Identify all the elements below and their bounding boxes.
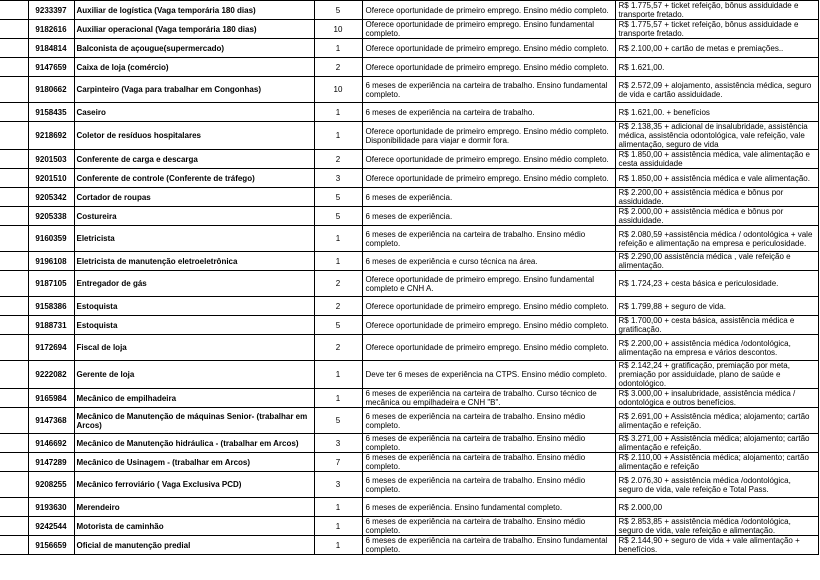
job-title-cell: Eletricista de manutenção eletroeletrônica	[74, 252, 314, 271]
row-blank-cell	[0, 226, 28, 252]
requirements-cell: Oferece oportunidade de primeiro emprego. Ensino médio completo.	[362, 58, 615, 77]
requirements-cell: Oferece oportunidade de primeiro emprego. Ensino médio completo.	[362, 297, 615, 316]
job-title-cell: Cortador de roupas	[74, 188, 314, 207]
job-code-cell: 9196108	[28, 252, 74, 271]
table-row	[0, 517, 818, 536]
job-title-cell: Costureira	[74, 207, 314, 226]
requirements-cell: 6 meses de experiência.	[362, 188, 615, 207]
salary-benefits-cell: R$ 2.200,00 + assistência médica e bônus por assiduidade.	[615, 188, 818, 207]
job-title-cell: Merendeiro	[74, 498, 314, 517]
job-code-cell: 9188731	[28, 316, 74, 335]
job-title-cell: Caixa de loja (comércio)	[74, 58, 314, 77]
requirements-cell: Oferece oportunidade de primeiro emprego. Ensino médio completo.	[362, 150, 615, 169]
job-title-cell: Mecânico de Manutenção de máquinas Senior- (trabalhar em Arcos)	[74, 408, 314, 434]
job-code-cell: 9158386	[28, 297, 74, 316]
vacancies-cell: 1	[314, 389, 362, 408]
vacancies-cell: 1	[314, 103, 362, 122]
row-blank-cell	[0, 316, 28, 335]
row-blank-cell	[0, 271, 28, 297]
row-blank-cell	[0, 408, 28, 434]
salary-benefits-cell: R$ 1.724,23 + cesta básica e periculosidade.	[615, 271, 818, 297]
table-row	[0, 1, 818, 20]
vacancies-cell: 5	[314, 188, 362, 207]
job-title-cell: Caseiro	[74, 103, 314, 122]
salary-benefits-cell: R$ 2.142,24 + gratificação, premiação por meta, premiação por assiduidade, plano de saúde e odontológico.	[615, 361, 818, 389]
vacancies-cell: 5	[314, 316, 362, 335]
salary-benefits-cell: R$ 3.271,00 + Assistência médica; alojamento; cartão alimentação e refeição.	[615, 434, 818, 453]
table-row	[0, 316, 818, 335]
job-title-cell: Conferente de controle (Conferente de tráfego)	[74, 169, 314, 188]
vacancies-cell: 2	[314, 58, 362, 77]
table-row	[0, 453, 818, 472]
row-blank-cell	[0, 453, 28, 472]
salary-benefits-cell: R$ 2.691,00 + Assistência médica; alojamento; cartão alimentação e refeição.	[615, 408, 818, 434]
row-blank-cell	[0, 207, 28, 226]
job-code-cell: 9208255	[28, 472, 74, 498]
salary-benefits-cell: R$ 2.076,30 + assistência médica /odontológica, seguro de vida, vale refeição e Total Pass.	[615, 472, 818, 498]
table-row	[0, 252, 818, 271]
salary-benefits-cell: R$ 2.853,85 + assistência médica /odontológica, seguro de vida, vale refeição e alimentação.	[615, 517, 818, 536]
job-code-cell: 9182616	[28, 20, 74, 39]
table-row	[0, 472, 818, 498]
job-title-cell: Balconista de açougue(supermercado)	[74, 39, 314, 58]
salary-benefits-cell: R$ 1.850,00 + assistência médica, vale alimentação e cesta assiduidade	[615, 150, 818, 169]
table-row	[0, 122, 818, 150]
requirements-cell: 6 meses de experiência na carteira de trabalho. Ensino médio completo.	[362, 434, 615, 453]
table-row	[0, 39, 818, 58]
job-title-cell: Estoquista	[74, 297, 314, 316]
row-blank-cell	[0, 39, 28, 58]
requirements-cell: 6 meses de experiência na carteira de trabalho. Curso técnico de mecânica ou empilhadeira e CNH "B".	[362, 389, 615, 408]
vacancies-cell: 2	[314, 297, 362, 316]
row-blank-cell	[0, 1, 28, 20]
job-code-cell: 9201503	[28, 150, 74, 169]
requirements-cell: 6 meses de experiência na carteira de trabalho. Ensino médio completo.	[362, 408, 615, 434]
job-title-cell: Mecânico de Usinagem - (trabalhar em Arcos)	[74, 453, 314, 472]
job-title-cell: Mecânico de empilhadeira	[74, 389, 314, 408]
salary-benefits-cell: R$ 1.621,00. + benefícios	[615, 103, 818, 122]
requirements-cell: Deve ter 6 meses de experiência na CTPS. Ensino médio completo.	[362, 361, 615, 389]
salary-benefits-cell: R$ 3.000,00 + insalubridade, assistência médica / odontológica e outros benefícios.	[615, 389, 818, 408]
job-code-cell: 9187105	[28, 271, 74, 297]
vacancies-cell: 5	[314, 408, 362, 434]
vacancies-cell: 10	[314, 20, 362, 39]
job-title-cell: Mecânico de Manutenção hidráulica - (trabalhar em Arcos)	[74, 434, 314, 453]
salary-benefits-cell: R$ 1.775,57 + ticket refeição, bônus assiduidade e transporte fretado.	[615, 20, 818, 39]
job-title-cell: Entregador de gás	[74, 271, 314, 297]
table-row	[0, 408, 818, 434]
requirements-cell: Oferece oportunidade de primeiro emprego. Ensino médio completo.	[362, 1, 615, 20]
row-blank-cell	[0, 20, 28, 39]
salary-benefits-cell: R$ 2.000,00	[615, 498, 818, 517]
vacancies-cell: 2	[314, 150, 362, 169]
row-blank-cell	[0, 188, 28, 207]
vacancies-cell: 2	[314, 271, 362, 297]
vacancies-cell: 3	[314, 169, 362, 188]
job-code-cell: 9165984	[28, 389, 74, 408]
salary-benefits-cell: R$ 2.100,00 + cartão de metas e premiações..	[615, 39, 818, 58]
vacancies-cell: 1	[314, 361, 362, 389]
vacancies-cell: 1	[314, 122, 362, 150]
job-code-cell: 9147368	[28, 408, 74, 434]
requirements-cell: Oferece oportunidade de primeiro emprego. Ensino médio completo.	[362, 39, 615, 58]
table-row	[0, 150, 818, 169]
vacancies-cell: 10	[314, 77, 362, 103]
row-blank-cell	[0, 472, 28, 498]
job-code-cell: 9160359	[28, 226, 74, 252]
salary-benefits-cell: R$ 2.080,59 +assistência médica / odontológica + vale refeição e alimentação na empresa e periculosidade.	[615, 226, 818, 252]
requirements-cell: 6 meses de experiência.	[362, 207, 615, 226]
job-listings-body	[0, 1, 818, 555]
row-blank-cell	[0, 77, 28, 103]
requirements-cell: 6 meses de experiência na carteira de trabalho. Ensino fundamental completo.	[362, 77, 615, 103]
row-blank-cell	[0, 150, 28, 169]
row-blank-cell	[0, 361, 28, 389]
job-title-cell: Gerente de loja	[74, 361, 314, 389]
job-title-cell: Oficial de manutenção predial	[74, 536, 314, 555]
salary-benefits-cell: R$ 2.138,35 + adicional de insalubridade, assistência médica, assistência odontológica, vale refeição, vale alimentação, seguro de vida	[615, 122, 818, 150]
row-blank-cell	[0, 434, 28, 453]
row-blank-cell	[0, 252, 28, 271]
requirements-cell: 6 meses de experiência e curso técnica na área.	[362, 252, 615, 271]
salary-benefits-cell: R$ 2.000,00 + assistência médica e bônus por assiduidade.	[615, 207, 818, 226]
table-row	[0, 169, 818, 188]
table-row	[0, 77, 818, 103]
job-title-cell: Coletor de resíduos hospitalares	[74, 122, 314, 150]
vacancies-cell: 1	[314, 226, 362, 252]
job-title-cell: Carpinteiro (Vaga para trabalhar em Congonhas)	[74, 77, 314, 103]
job-code-cell: 9146692	[28, 434, 74, 453]
salary-benefits-cell: R$ 1.700,00 + cesta básica, assistência médica e gratificação.	[615, 316, 818, 335]
job-code-cell: 9205338	[28, 207, 74, 226]
requirements-cell: 6 meses de experiência na carteira de trabalho. Ensino médio completo.	[362, 226, 615, 252]
job-code-cell: 9201510	[28, 169, 74, 188]
row-blank-cell	[0, 297, 28, 316]
table-row	[0, 20, 818, 39]
job-title-cell: Eletricista	[74, 226, 314, 252]
job-code-cell: 9222082	[28, 361, 74, 389]
table-row	[0, 335, 818, 361]
requirements-cell: 6 meses de experiência na carteira de trabalho. Ensino médio completo.	[362, 517, 615, 536]
table-row	[0, 389, 818, 408]
vacancies-cell: 3	[314, 472, 362, 498]
job-code-cell: 9147659	[28, 58, 74, 77]
table-row	[0, 58, 818, 77]
job-code-cell: 9158435	[28, 103, 74, 122]
table-row	[0, 271, 818, 297]
job-code-cell: 9242544	[28, 517, 74, 536]
vacancies-cell: 2	[314, 335, 362, 361]
table-row	[0, 434, 818, 453]
table-row	[0, 207, 818, 226]
row-blank-cell	[0, 498, 28, 517]
salary-benefits-cell: R$ 1.621,00.	[615, 58, 818, 77]
vacancies-cell: 7	[314, 453, 362, 472]
table-row	[0, 536, 818, 555]
row-blank-cell	[0, 58, 28, 77]
requirements-cell: 6 meses de experiência. Ensino fundamental completo.	[362, 498, 615, 517]
vacancies-cell: 1	[314, 536, 362, 555]
job-title-cell: Mecânico ferroviário ( Vaga Exclusiva PCD)	[74, 472, 314, 498]
requirements-cell: Oferece oportunidade de primeiro emprego. Ensino médio completo. Disponibilidade para viajar e dormir fora.	[362, 122, 615, 150]
salary-benefits-cell: R$ 1.850,00 + assistência médica e vale alimentação.	[615, 169, 818, 188]
salary-benefits-cell: R$ 2.572,09 + alojamento, assistência médica, seguro de vida e cartão assiduidade.	[615, 77, 818, 103]
job-title-cell: Motorista de caminhão	[74, 517, 314, 536]
vacancies-cell: 5	[314, 1, 362, 20]
requirements-cell: Oferece oportunidade de primeiro emprego. Ensino médio completo.	[362, 169, 615, 188]
table-row	[0, 226, 818, 252]
requirements-cell: 6 meses de experiência na carteira de trabalho. Ensino fundamental completo.	[362, 536, 615, 555]
vacancies-cell: 3	[314, 434, 362, 453]
requirements-cell: Oferece oportunidade de primeiro emprego. Ensino fundamental completo.	[362, 20, 615, 39]
salary-benefits-cell: R$ 1.775,57 + ticket refeição, bônus assiduidade e transporte fretado.	[615, 1, 818, 20]
job-code-cell: 9156659	[28, 536, 74, 555]
salary-benefits-cell: R$ 2.144,90 + seguro de vida + vale alimentação + benefícios.	[615, 536, 818, 555]
row-blank-cell	[0, 335, 28, 361]
job-code-cell: 9147289	[28, 453, 74, 472]
requirements-cell: Oferece oportunidade de primeiro emprego. Ensino médio completo.	[362, 335, 615, 361]
row-blank-cell	[0, 122, 28, 150]
job-code-cell: 9205342	[28, 188, 74, 207]
table-row	[0, 188, 818, 207]
salary-benefits-cell: R$ 1.799,88 + seguro de vida.	[615, 297, 818, 316]
job-title-cell: Auxiliar de logística (Vaga temporária 180 dias)	[74, 1, 314, 20]
requirements-cell: 6 meses de experiência na carteira de trabalho. Ensino médio completo.	[362, 453, 615, 472]
job-code-cell: 9180662	[28, 77, 74, 103]
job-code-cell: 9233397	[28, 1, 74, 20]
requirements-cell: 6 meses de experiência na carteira de trabalho.	[362, 103, 615, 122]
vacancies-cell: 1	[314, 39, 362, 58]
table-row	[0, 498, 818, 517]
row-blank-cell	[0, 389, 28, 408]
salary-benefits-cell: R$ 2.290,00 assistência médica , vale refeição e alimentação.	[615, 252, 818, 271]
requirements-cell: Oferece oportunidade de primeiro emprego. Ensino fundamental completo e CNH A.	[362, 271, 615, 297]
salary-benefits-cell: R$ 2.200,00 + assistência médica /odontológica, alimentação na empresa e vários descontos.	[615, 335, 818, 361]
job-code-cell: 9172694	[28, 335, 74, 361]
job-title-cell: Conferente de carga e descarga	[74, 150, 314, 169]
table-row	[0, 103, 818, 122]
job-code-cell: 9218692	[28, 122, 74, 150]
row-blank-cell	[0, 103, 28, 122]
vacancies-cell: 1	[314, 517, 362, 536]
table-row	[0, 361, 818, 389]
job-code-cell: 9184814	[28, 39, 74, 58]
salary-benefits-cell: R$ 2.110,00 + Assistência médica; alojamento; cartão alimentação e refeição	[615, 453, 818, 472]
table-row	[0, 297, 818, 316]
vacancies-cell: 5	[314, 207, 362, 226]
job-title-cell: Auxiliar operacional (Vaga temporária 180 dias)	[74, 20, 314, 39]
row-blank-cell	[0, 536, 28, 555]
job-title-cell: Fiscal de loja	[74, 335, 314, 361]
row-blank-cell	[0, 517, 28, 536]
job-code-cell: 9193630	[28, 498, 74, 517]
requirements-cell: Oferece oportunidade de primeiro emprego. Ensino médio completo.	[362, 316, 615, 335]
job-title-cell: Estoquista	[74, 316, 314, 335]
vacancies-cell: 1	[314, 498, 362, 517]
row-blank-cell	[0, 169, 28, 188]
requirements-cell: 6 meses de experiência na carteira de trabalho. Ensino médio completo.	[362, 472, 615, 498]
vacancies-cell: 1	[314, 252, 362, 271]
